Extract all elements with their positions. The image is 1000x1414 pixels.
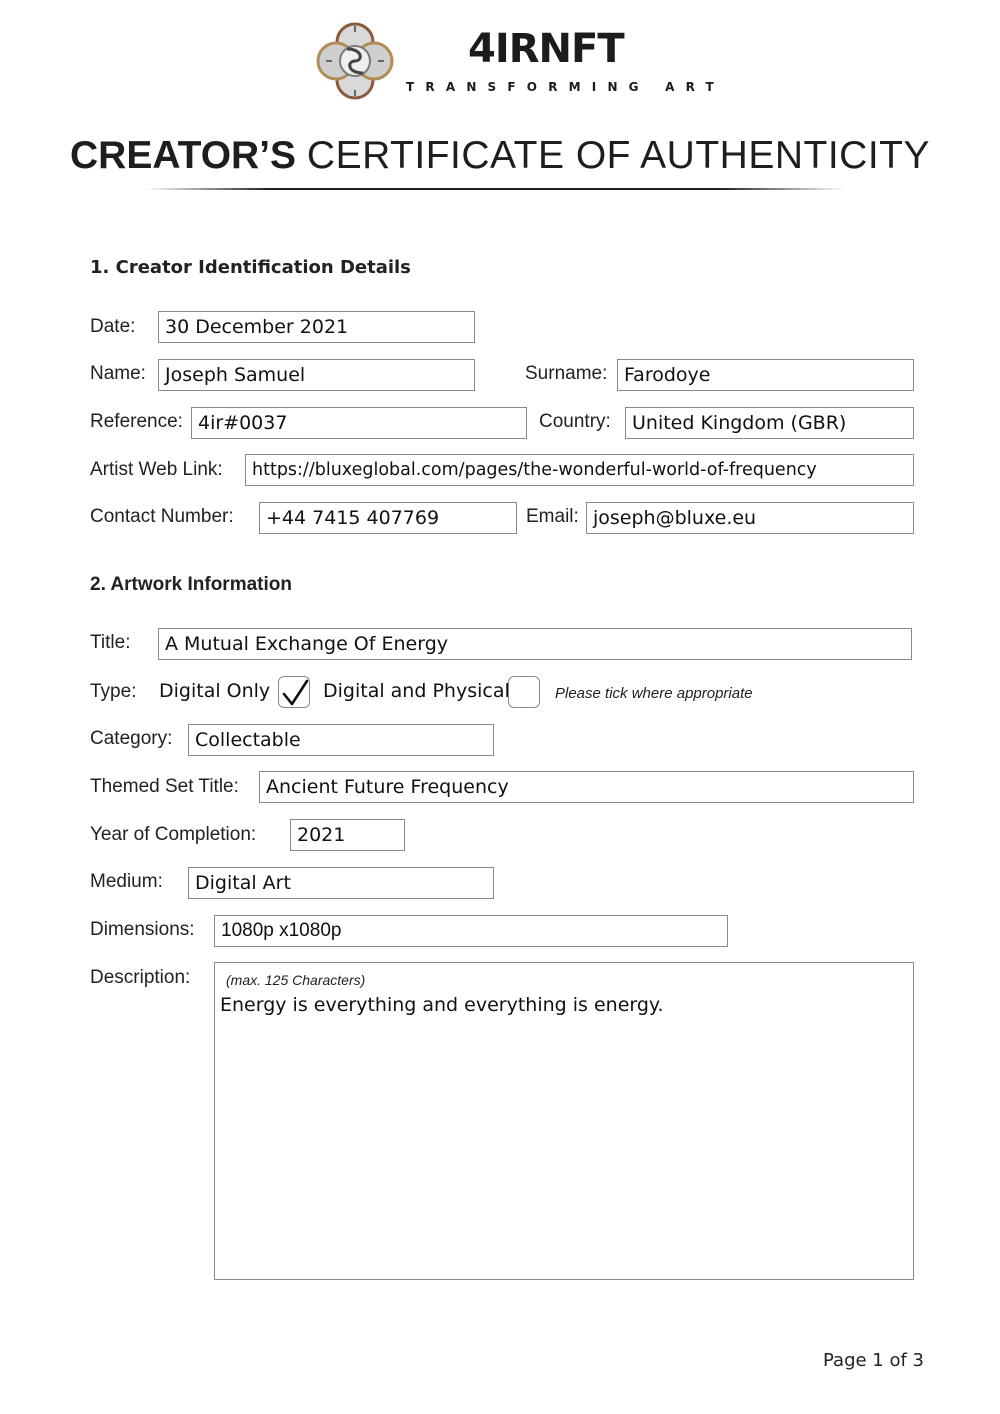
document-title-bold: CREATOR’S xyxy=(69,134,297,177)
date-field[interactable]: 30 December 2021 xyxy=(158,311,475,343)
medium-field[interactable]: Digital Art xyxy=(188,867,494,899)
section-heading-creator: 1. Creator Identification Details xyxy=(90,257,411,278)
digital-physical-checkbox[interactable] xyxy=(508,676,540,708)
category-label: Category: xyxy=(90,728,173,749)
brand-name: 4IRNFT xyxy=(468,26,624,72)
year-label: Year of Completion: xyxy=(90,824,257,845)
reference-label: Reference: xyxy=(90,411,183,432)
document-title-rest: CERTIFICATE OF AUTHENTICITY xyxy=(306,134,930,177)
country-label: Country: xyxy=(539,411,611,432)
weblink-label: Artist Web Link: xyxy=(90,459,223,480)
surname-field[interactable]: Farodoye xyxy=(617,359,914,391)
type-digital-physical-label: Digital and Physical xyxy=(323,680,510,702)
contact-number-label: Contact Number: xyxy=(90,506,234,527)
name-field[interactable]: Joseph Samuel xyxy=(158,359,475,391)
section-heading-artwork: 2. Artwork Information xyxy=(90,574,292,595)
date-label: Date: xyxy=(90,316,136,337)
weblink-field[interactable]: https://bluxeglobal.com/pages/the-wonderful-world-of-frequency xyxy=(245,454,914,486)
reference-field[interactable]: 4ir#0037 xyxy=(191,407,527,439)
digital-only-checkbox[interactable] xyxy=(278,676,310,708)
type-hint: Please tick where appropriate xyxy=(555,685,753,702)
email-field[interactable]: joseph@bluxe.eu xyxy=(586,502,914,534)
artwork-title-field[interactable]: A Mutual Exchange Of Energy xyxy=(158,628,912,660)
description-label: Description: xyxy=(90,967,191,988)
dimensions-label: Dimensions: xyxy=(90,919,195,940)
page-number: Page 1 of 3 xyxy=(823,1350,924,1371)
dimensions-field[interactable]: 1080p x1080p xyxy=(214,915,728,947)
year-field[interactable]: 2021 xyxy=(290,819,405,851)
themed-set-label: Themed Set Title: xyxy=(90,776,239,797)
category-field[interactable]: Collectable xyxy=(188,724,494,756)
brand-logo-icon xyxy=(316,22,394,100)
type-digital-only-label: Digital Only xyxy=(159,680,271,702)
brand-tagline: TRANSFORMING ART xyxy=(406,80,725,94)
surname-label: Surname: xyxy=(525,363,608,384)
themed-set-field[interactable]: Ancient Future Frequency xyxy=(259,771,914,803)
type-label: Type: xyxy=(90,681,137,702)
title-label: Title: xyxy=(90,632,131,653)
medium-label: Medium: xyxy=(90,871,163,892)
email-label: Email: xyxy=(526,506,579,527)
contact-number-field[interactable]: +44 7415 407769 xyxy=(259,502,517,534)
name-label: Name: xyxy=(90,363,146,384)
title-divider xyxy=(145,188,845,190)
description-field[interactable] xyxy=(214,962,914,1280)
checkmark-icon xyxy=(279,677,311,709)
country-field[interactable]: United Kingdom (GBR) xyxy=(625,407,914,439)
document-title xyxy=(0,134,1000,178)
description-hint: (max. 125 Characters) xyxy=(226,972,366,988)
description-text: Energy is everything and everything is energy. xyxy=(220,994,664,1016)
